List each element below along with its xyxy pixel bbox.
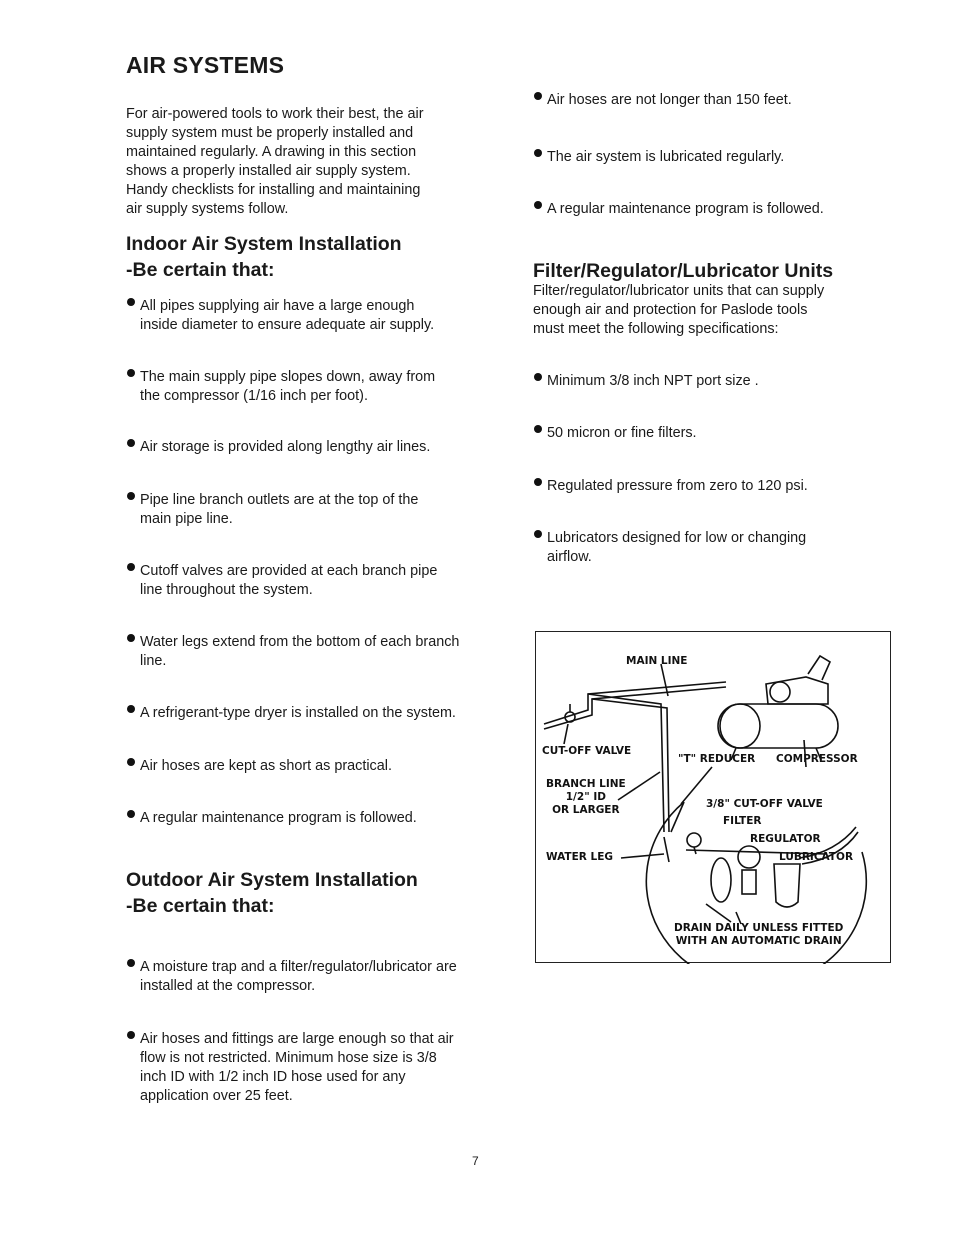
bullet-icon	[127, 634, 135, 642]
water-leg-pipe	[664, 837, 669, 862]
indoor-heading: Indoor Air System Installation -Be certain that:	[126, 233, 402, 281]
bullet-icon	[534, 149, 542, 157]
indoor-item: A refrigerant-type dryer is installed on the system.	[126, 704, 512, 723]
left-column	[126, 52, 498, 219]
outdoor-item: Air hoses are not longer than 150 feet.	[533, 91, 919, 110]
outdoor-heading: Outdoor Air System Installation -Be certain that:	[126, 869, 418, 917]
page-title: AIR SYSTEMS	[126, 52, 285, 78]
bullet-icon	[127, 810, 135, 818]
lubricator-bowl	[774, 864, 800, 907]
bullet-icon	[127, 439, 135, 447]
frl-item: Minimum 3/8 inch NPT port size .	[533, 372, 919, 391]
bullet-icon	[127, 758, 135, 766]
bullet-icon	[534, 201, 542, 209]
intro-paragraph: For air-powered tools to work their best, the air supply system must be properly installed and maintained regularly. A drawing in this section shows a properly installed air supply system. Handy checklists for installing and maintaining air supply systems follow.	[126, 106, 424, 217]
bullet-icon	[534, 530, 542, 538]
label-t-reducer: "T" REDUCER	[678, 753, 756, 765]
frl-item: Lubricators designed for low or changing airflow.	[533, 529, 919, 567]
indoor-item: Pipe line branch outlets are at the top of the main pipe line.	[126, 491, 512, 529]
bullet-icon	[534, 373, 542, 381]
outdoor-item: A regular maintenance program is followed.	[533, 200, 919, 219]
compressor-tank	[718, 704, 838, 748]
indoor-item: Air storage is provided along lengthy air lines.	[126, 438, 512, 457]
frl-item: 50 micron or fine filters.	[533, 424, 919, 443]
bullet-icon	[127, 298, 135, 306]
label-drain: DRAIN DAILY UNLESS FITTED WITH AN AUTOMATIC DRAIN	[674, 922, 844, 947]
bullet-icon	[127, 369, 135, 377]
label-regulator: REGULATOR	[750, 833, 821, 845]
frl-intro: Filter/regulator/lubricator units that can supply enough air and protection for Paslode tools must meet the following specifications:	[533, 283, 825, 337]
label-lubricator: LUBRICATOR	[779, 851, 854, 863]
indoor-item: A regular maintenance program is followed.	[126, 809, 512, 828]
frl-heading: Filter/Regulator/Lubricator Units	[533, 260, 834, 282]
air-system-diagram	[535, 631, 891, 963]
outdoor-item: A moisture trap and a filter/regulator/lubricator are installed at the compressor.	[126, 958, 512, 996]
bullet-icon	[534, 478, 542, 486]
page-number: 7	[472, 1154, 479, 1168]
main-line-pipe	[544, 682, 726, 724]
indoor-item: Cutoff valves are provided at each branch pipe line throughout the system.	[126, 562, 512, 600]
bullet-icon	[127, 563, 135, 571]
outdoor-item: Air hoses and fittings are large enough so that air flow is not restricted. Minimum hose size is 3/8 inch ID with 1/2 inch ID hose used for any application over 25 feet.	[126, 1030, 512, 1106]
regulator-gauge	[738, 846, 760, 868]
outdoor-item: The air system is lubricated regularly.	[533, 148, 919, 167]
bullet-icon	[534, 92, 542, 100]
label-compressor: COMPRESSOR	[776, 753, 858, 765]
indoor-item: Water legs extend from the bottom of each branch line.	[126, 633, 512, 671]
indoor-item: Air hoses are kept as short as practical.	[126, 757, 512, 776]
label-branch-line: BRANCH LINE 1/2" ID OR LARGER	[546, 778, 626, 816]
frl-item: Regulated pressure from zero to 120 psi.	[533, 477, 919, 496]
bullet-icon	[127, 705, 135, 713]
filter-bowl	[711, 858, 731, 902]
label-cut-off-valve-38: 3/8" CUT-OFF VALVE	[706, 798, 823, 810]
bullet-icon	[534, 425, 542, 433]
indoor-item: The main supply pipe slopes down, away from the compressor (1/16 inch per foot).	[126, 368, 512, 406]
label-water-leg: WATER LEG	[546, 851, 613, 863]
bullet-icon	[127, 492, 135, 500]
label-main-line: MAIN LINE	[626, 655, 688, 667]
bullet-icon	[127, 1031, 135, 1039]
bullet-icon	[127, 959, 135, 967]
label-filter: FILTER	[723, 815, 762, 827]
label-cut-off-valve: CUT-OFF VALVE	[542, 745, 632, 757]
indoor-item: All pipes supplying air have a large enough inside diameter to ensure adequate air supply.	[126, 297, 512, 335]
valve-handwheel	[687, 833, 701, 847]
